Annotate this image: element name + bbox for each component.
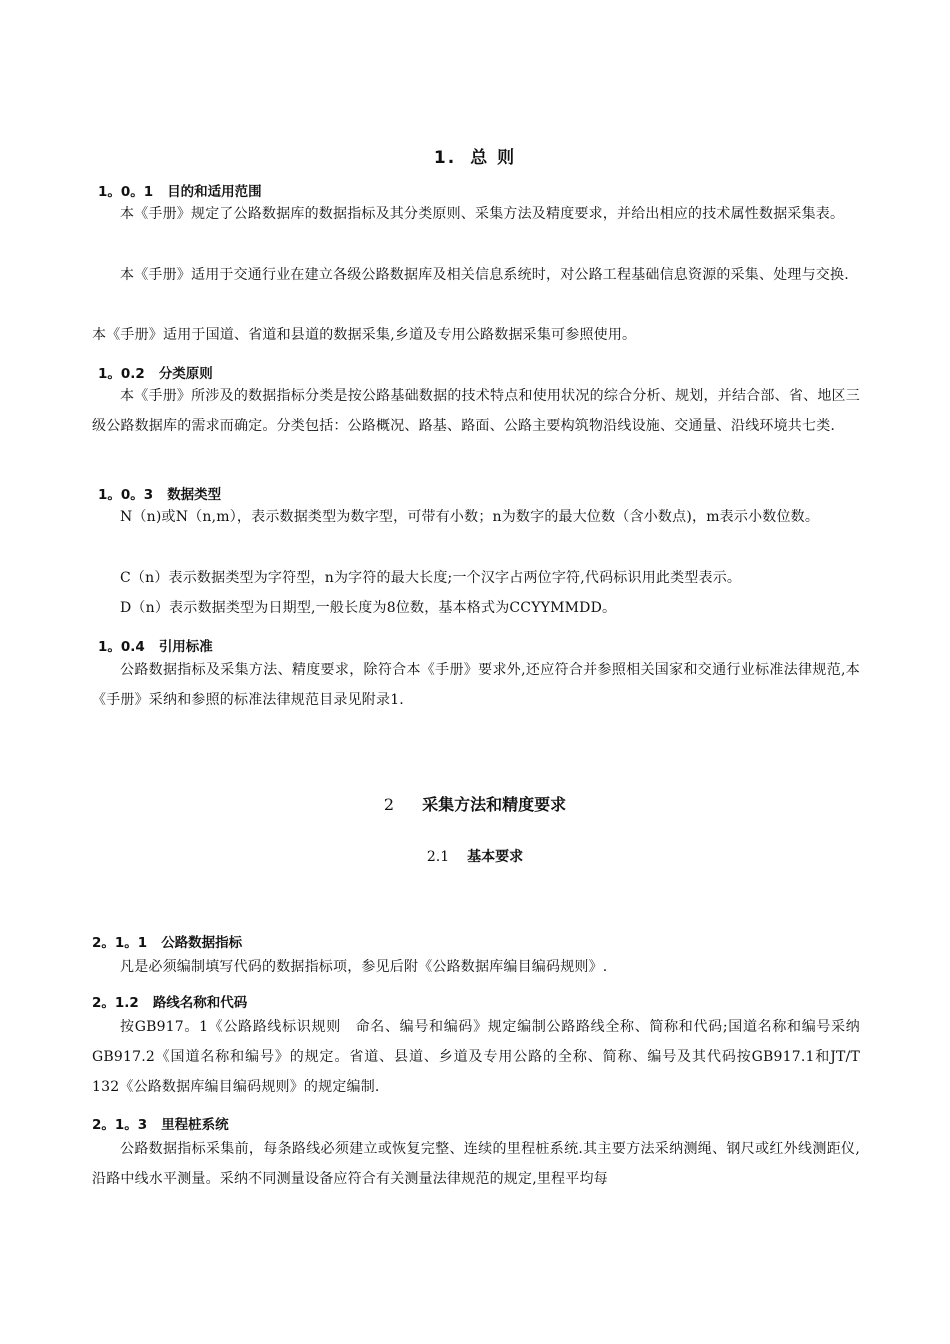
paragraph: D（n）表示数据类型为日期型,一般长度为8位数，基本格式为CCYYMMDD。 bbox=[120, 600, 617, 616]
paragraph: 凡是必须编制填写代码的数据指标项，参见后附《公路数据库编目编码规则》. bbox=[120, 959, 608, 975]
section-heading: 2。1.2 路线名称和代码 bbox=[92, 995, 248, 1011]
paragraph: C（n）表示数据类型为字符型，n为字符的最大长度;一个汉字占两位字符,代码标识用此类型表示。 bbox=[120, 570, 742, 586]
section-heading: 1。0。1 目的和适用范围 bbox=[98, 184, 262, 200]
chapter-2-title bbox=[0, 792, 950, 815]
section-2-1-number: 2.1 bbox=[426, 849, 450, 865]
paragraph: 本《手册》适用于交通行业在建立各级公路数据库及相关信息系统时，对公路工程基础信息资源的采集、处理与交换. bbox=[120, 267, 849, 283]
paragraph: 本《手册》适用于国道、省道和县道的数据采集,乡道及专用公路数据采集可参照使用。 bbox=[92, 327, 637, 343]
paragraph: 公路数据指标及采集方法、精度要求，除符合本《手册》要求外,还应符合并参照相关国家和交通行业标准法律规范,本《手册》采纳和参照的标准法律规范目录见附录1. bbox=[92, 662, 860, 708]
paragraph: 公路数据指标采集前，每条路线必须建立或恢复完整、连续的里程桩系统.其主要方法采纳测绳、钢尺或红外线测距仪,沿路中线水平测量。采纳不同测量设备应符合有关测量法律规范的规定,里程平均每 bbox=[92, 1141, 860, 1187]
chapter-1-title bbox=[0, 143, 950, 168]
section-heading: 1。0。3 数据类型 bbox=[98, 487, 222, 503]
section-heading: 2。1。3 里程桩系统 bbox=[92, 1117, 229, 1133]
section-2-1-title bbox=[0, 846, 950, 866]
section-heading: 1。0.2 分类原则 bbox=[98, 366, 213, 382]
section-heading: 1。0.4 引用标准 bbox=[98, 639, 213, 655]
chapter-2-number: 2 bbox=[383, 795, 395, 814]
paragraph: 本《手册》规定了公路数据库的数据指标及其分类原则、采集方法及精度要求，并给出相应的技术属性数据采集表。 bbox=[120, 206, 845, 222]
section-heading: 2。1。1 公路数据指标 bbox=[92, 935, 243, 951]
section-2-1-title-text: 基本要求 bbox=[467, 849, 524, 865]
chapter-1-number: 1. bbox=[433, 148, 457, 168]
paragraph: 本《手册》所涉及的数据指标分类是按公路基础数据的技术特点和使用状况的综合分析、规划，并结合部、省、地区三级公路数据库的需求而确定。分类包括：公路概况、路基、路面、公路主要构筑物沿线设施、交通量、沿线环境共七类. bbox=[92, 388, 860, 434]
paragraph: 按GB917。1《公路路线标识规则 命名、编号和编码》规定编制公路路线全称、简称和代码;国道名称和编号采纳GB917.2《国道名称和编号》的规定。省道、县道、乡道及专用公路的全称、简称、编号及其代码按GB917.1和JT/T 132《公路数据库编目编码规则》的规定编制. bbox=[92, 1019, 860, 1095]
chapter-1-title-text: 总 则 bbox=[470, 148, 517, 168]
paragraph: N（n)或N（n,m），表示数据类型为数字型，可带有小数；n为数字的最大位数（含小数点)，m表示小数位数。 bbox=[120, 509, 820, 525]
chapter-2-title-text: 采集方法和精度要求 bbox=[422, 795, 567, 814]
